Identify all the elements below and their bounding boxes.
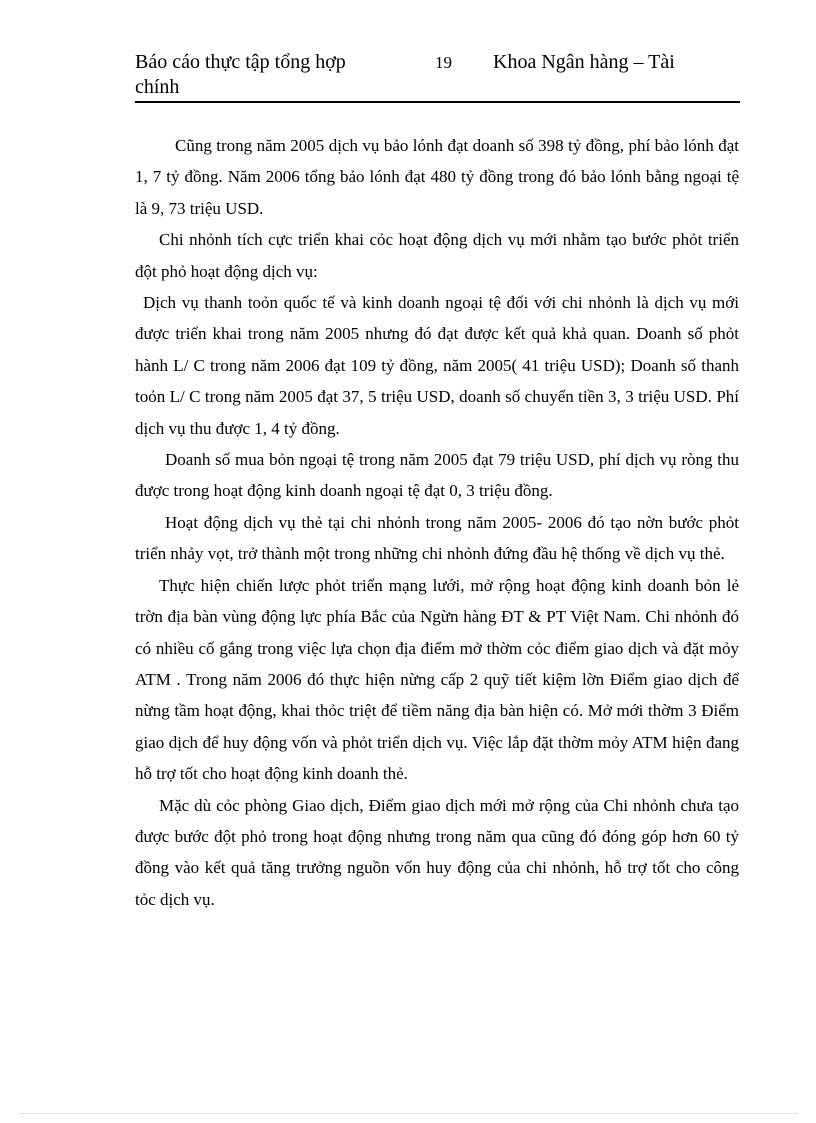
paragraph-card-service: Hoạt động dịch vụ thẻ tại chi nhỏnh trong năm 2005- 2006 đó tạo nờn bước phỏt triển nhảy vọt, trở thành một trong những chi nhỏnh đứng đầu hệ thống về dịch vụ thẻ. <box>135 512 739 564</box>
bottom-dotted-line <box>20 1113 796 1114</box>
page-number: 19 <box>435 53 452 72</box>
paragraph-international-payment: Dịch vụ thanh toỏn quốc tế và kinh doanh ngoại tệ đối với chi nhỏnh là dịch vụ mới được triển khai trong năm 2005 nhưng đó đạt được kết quả khả quan. Doanh số phỏt hành L/ C trong năm 2006 đạt 109 tỷ đồng, năm 2005( 41 triệu USD); Doanh số thanh toỏn L/ C trong năm 2005 đạt 37, 5 triệu USD, doanh số chuyển tiền 3, 3 triệu USD. Phí dịch vụ thu được 1, 4 tỷ đồng. <box>135 293 739 438</box>
paragraph-new-services: Chi nhỏnh tích cực triển khai cỏc hoạt động dịch vụ mới nhằm tạo bước phỏt triển đột phỏ hoạt động dịch vụ: <box>135 230 739 281</box>
paragraph-foreign-exchange: Doanh số mua bỏn ngoại tệ trong năm 2005 đạt 79 triệu USD, phí dịch vụ ròng thu được trong hoạt động kinh doanh ngoại tệ đạt 0, 3 triệu đồng. <box>135 450 739 501</box>
paragraph-network-strategy: Thực hiện chiến lược phỏt triển mạng lưới, mở rộng hoạt động kinh doanh bỏn lẻ trờn địa bàn vùng động lực phía Bắc của Ngừn hàng ĐT & PT Việt Nam. Chi nhỏnh đó có nhiều cố gắng trong việc lựa chọn địa điểm mở thờm cỏc điểm giao dịch và đặt mỏy ATM . Trong năm 2006 đó thực hiện nừng cấp 2 quỹ tiết kiệm lờn Điểm giao dịch để nừng tầm hoạt động, khai thỏc triệt để tiềm năng địa bàn hiện có. Mở mới thờm 3 Điểm giao dịch để huy động vốn và phỏt triển dịch vụ. Việc lắp đặt thờm mỏy ATM hiện đang hỗ trợ tốt cho hoạt động kinh doanh thẻ. <box>135 575 739 784</box>
paragraph-transaction-offices: Mặc dù cỏc phòng Giao dịch, Điểm giao dịch mới mở rộng của Chi nhỏnh chưa tạo được bước đột phỏ trong hoạt động nhưng trong năm qua cũng đó đóng góp hơn 60 tỷ đồng vào kết quả tăng trưởng nguồn vốn huy động của chi nhỏnh, hỗ trợ tốt cho công tỏc dịch vụ. <box>135 795 739 909</box>
header-report-title: Báo cáo thực tập tổng hợp chính <box>135 51 346 98</box>
page-header <box>135 47 740 103</box>
header-faculty-name: Khoa Ngân hàng – Tài <box>493 51 675 73</box>
body-text <box>135 130 739 915</box>
paragraph-guarantee-service: Cũng trong năm 2005 dịch vụ bảo lónh đạt doanh số 398 tỷ đồng, phí bảo lónh đạt 1, 7 tỷ đồng. Năm 2006 tổng bảo lónh đạt 480 tỷ đồng trong đó bảo lónh bằng ngoại tệ là 9, 73 triệu USD. <box>135 136 739 218</box>
